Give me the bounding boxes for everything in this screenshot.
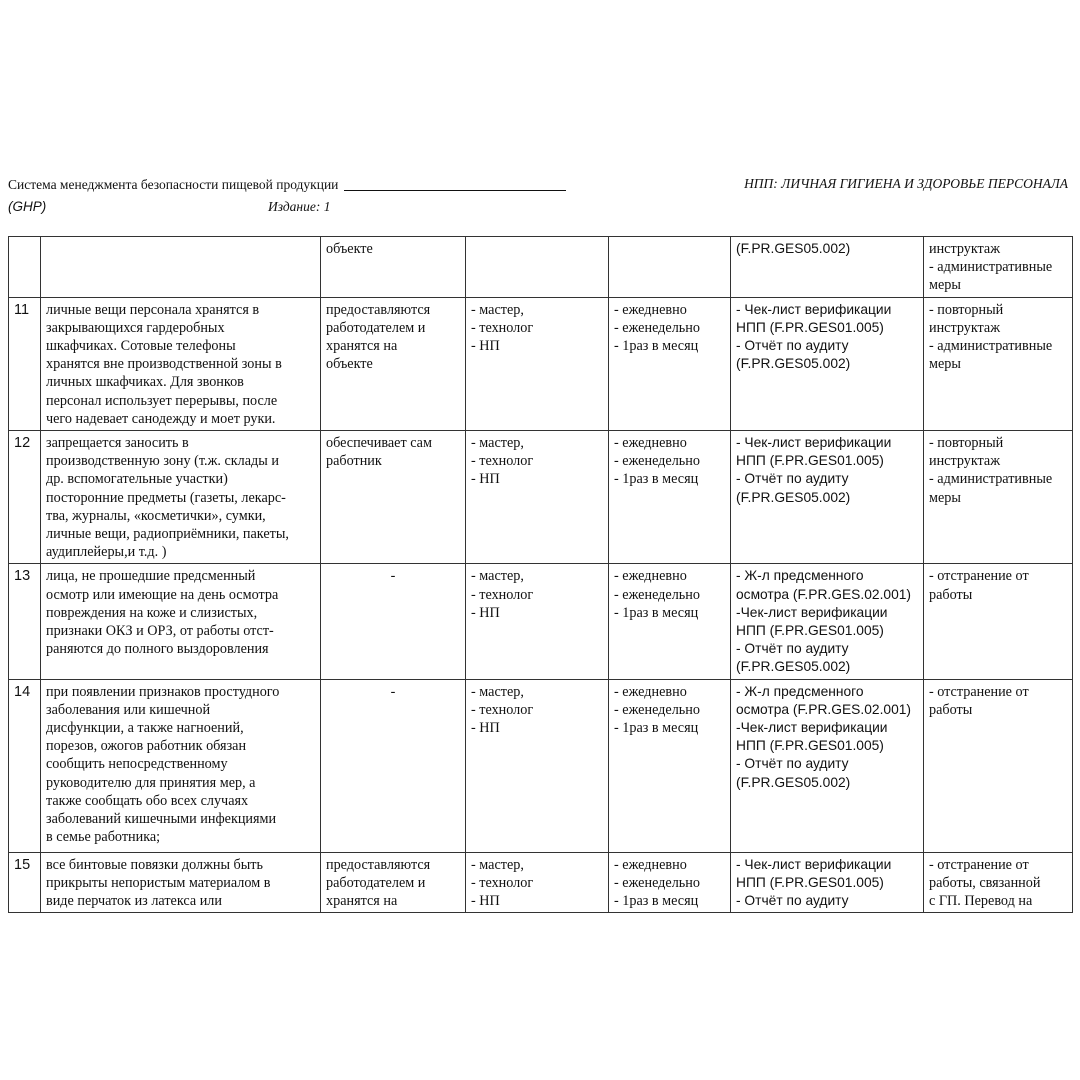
table-row <box>9 237 1073 298</box>
requirement-cell: при появлении признаков простудного заболевания или кишечной дисфункции, а также нагноений, порезов, ожогов работник обязан сообщить непосредственному руководителю для принятия мер, а также сообщать обо всех случаях заболеваний кишечными инфекциями в семье работника; <box>41 679 321 852</box>
document-system-title: Система менеджмента безопасности пищевой продукции <box>8 177 339 192</box>
responsible-cell: - мастер, - технолог - НП <box>466 297 609 430</box>
records-cell: - Чек-лист верификации НПП (F.PR.GES01.005) - Отчёт по аудиту <box>731 852 924 913</box>
frequency-cell: - ежедневно - еженедельно - 1раз в месяц <box>609 431 731 564</box>
provision-cell: объекте <box>321 237 466 298</box>
measures-cell: - отстранение от работы, связанной с ГП. Перевод на <box>924 852 1073 913</box>
row-number: 11 <box>9 297 41 430</box>
document-header-left <box>8 177 566 193</box>
row-number: 15 <box>9 852 41 913</box>
provision-cell: предоставляются работодателем и хранятся на <box>321 852 466 913</box>
records-cell: - Ж-л предсменного осмотра (F.PR.GES.02.001) -Чек-лист верификации НПП (F.PR.GES01.005) - Отчёт по аудиту (F.PR.GES05.002) <box>731 564 924 679</box>
responsible-cell <box>466 237 609 298</box>
frequency-cell: - ежедневно - еженедельно - 1раз в месяц <box>609 564 731 679</box>
document-section-title: НПП: ЛИЧНАЯ ГИГИЕНА И ЗДОРОВЬЕ ПЕРСОНАЛА <box>744 176 1068 191</box>
measures-cell: - отстранение от работы <box>924 564 1073 679</box>
responsible-cell: - мастер, - технолог - НП <box>466 852 609 913</box>
measures-cell: - повторный инструктаж - административные меры <box>924 431 1073 564</box>
document-code: (GHP) <box>8 199 47 214</box>
requirement-cell: запрещается заносить в производственную зону (т.ж. склады и др. вспомогательные участки) посторонние предметы (газеты, лекарс- тва, журналы, «косметички», сумки, личные вещи, радиоприёмники, пакеты, аудиплейеры,и т.д. ) <box>41 431 321 564</box>
records-cell: - Чек-лист верификации НПП (F.PR.GES01.005) - Отчёт по аудиту (F.PR.GES05.002) <box>731 297 924 430</box>
table-row <box>9 297 1073 430</box>
row-number: 12 <box>9 431 41 564</box>
row-number: 14 <box>9 679 41 852</box>
table-row <box>9 431 1073 564</box>
responsible-cell: - мастер, - технолог - НП <box>466 564 609 679</box>
provision-cell: - <box>321 564 466 679</box>
provision-cell: предоставляются работодателем и хранятся на объекте <box>321 297 466 430</box>
measures-cell: - повторный инструктаж - административные меры <box>924 297 1073 430</box>
row-number <box>9 237 41 298</box>
table-row <box>9 852 1073 913</box>
provision-cell: - <box>321 679 466 852</box>
row-number: 13 <box>9 564 41 679</box>
records-cell: (F.PR.GES05.002) <box>731 237 924 298</box>
frequency-cell: - ежедневно - еженедельно - 1раз в месяц <box>609 852 731 913</box>
provision-cell: обеспечивает сам работник <box>321 431 466 564</box>
signature-underline <box>344 190 566 191</box>
measures-cell: - отстранение от работы <box>924 679 1073 852</box>
responsible-cell: - мастер, - технолог - НП <box>466 679 609 852</box>
frequency-cell: - ежедневно - еженедельно - 1раз в месяц <box>609 679 731 852</box>
requirement-cell <box>41 237 321 298</box>
records-cell: - Чек-лист верификации НПП (F.PR.GES01.005) - Отчёт по аудиту (F.PR.GES05.002) <box>731 431 924 564</box>
table-row <box>9 679 1073 852</box>
measures-cell: инструктаж - административные меры <box>924 237 1073 298</box>
document-edition: Издание: 1 <box>268 199 331 214</box>
frequency-cell: - ежедневно - еженедельно - 1раз в месяц <box>609 297 731 430</box>
responsible-cell: - мастер, - технолог - НП <box>466 431 609 564</box>
records-cell: - Ж-л предсменного осмотра (F.PR.GES.02.001) -Чек-лист верификации НПП (F.PR.GES01.005) - Отчёт по аудиту (F.PR.GES05.002) <box>731 679 924 852</box>
requirement-cell: все бинтовые повязки должны быть прикрыты непористым материалом в виде перчаток из латекса или <box>41 852 321 913</box>
hygiene-requirements-table <box>8 236 1073 913</box>
requirement-cell: личные вещи персонала хранятся в закрывающихся гардеробных шкафчиках. Сотовые телефоны хранятся вне производственной зоны в личных шкафчиках. Для звонков персонал использует перерывы, после чего надевает санодежду и моет руки. <box>41 297 321 430</box>
requirement-cell: лица, не прошедшие предсменный осмотр или имеющие на день осмотра повреждения на коже и слизистых, признаки ОКЗ и ОРЗ, от работы отст- раняются до полного выздоровления <box>41 564 321 679</box>
table-row <box>9 564 1073 679</box>
frequency-cell <box>609 237 731 298</box>
